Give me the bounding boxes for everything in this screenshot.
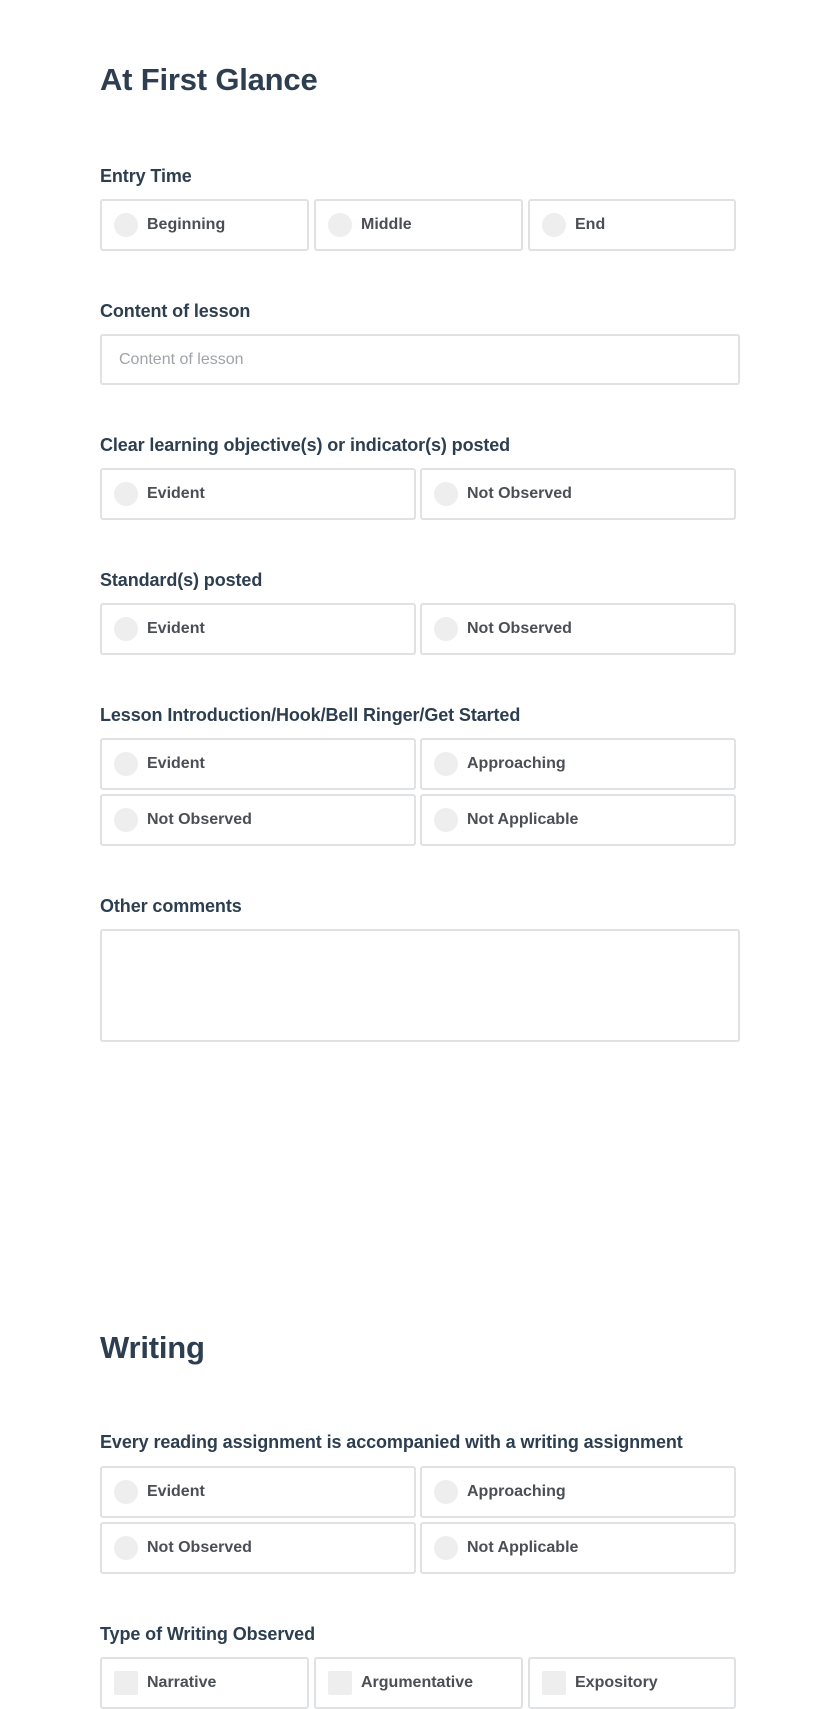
other-comments-textarea[interactable] [100, 929, 740, 1042]
content-of-lesson-label: Content of lesson [100, 301, 251, 321]
reading-assignment-option-approaching[interactable]: Approaching [420, 1466, 736, 1518]
lesson-intro-option-not-applicable[interactable]: Not Applicable [420, 794, 736, 846]
radio-icon[interactable] [328, 213, 352, 237]
radio-icon[interactable] [114, 482, 138, 506]
reading-assignment-option-not-observed[interactable]: Not Observed [100, 1522, 416, 1574]
reading-assignment-option-not-applicable[interactable]: Not Applicable [420, 1522, 736, 1574]
radio-icon[interactable] [434, 1480, 458, 1504]
entry-time-option-middle[interactable]: Middle [314, 199, 523, 251]
lesson-intro-option-approaching[interactable]: Approaching [420, 738, 736, 790]
radio-icon[interactable] [114, 1536, 138, 1560]
type-of-writing-label: Type of Writing Observed [100, 1624, 315, 1644]
radio-icon[interactable] [434, 808, 458, 832]
learning-objective-option-evident[interactable]: Evident [100, 468, 416, 520]
standards-posted-option-not-observed[interactable]: Not Observed [420, 603, 736, 655]
lesson-intro-option-not-observed[interactable]: Not Observed [100, 794, 416, 846]
type-of-writing-option-argumentative[interactable]: Argumentative [314, 1657, 523, 1709]
radio-icon[interactable] [114, 213, 138, 237]
entry-time-option-beginning[interactable]: Beginning [100, 199, 309, 251]
radio-icon[interactable] [434, 482, 458, 506]
entry-time-option-end[interactable]: End [528, 199, 736, 251]
reading-assignment-label: Every reading assignment is accompanied with a writing assignment [100, 1432, 683, 1452]
radio-icon[interactable] [114, 808, 138, 832]
radio-icon[interactable] [114, 617, 138, 641]
radio-icon[interactable] [434, 617, 458, 641]
lesson-intro-label: Lesson Introduction/Hook/Bell Ringer/Get Started [100, 705, 521, 725]
section-title-writing: Writing [100, 1330, 205, 1365]
standards-posted-label: Standard(s) posted [100, 570, 263, 590]
standards-posted-option-evident[interactable]: Evident [100, 603, 416, 655]
radio-icon[interactable] [114, 1480, 138, 1504]
other-comments-label: Other comments [100, 896, 242, 916]
learning-objective-option-not-observed[interactable]: Not Observed [420, 468, 736, 520]
type-of-writing-option-expository[interactable]: Expository [528, 1657, 736, 1709]
entry-time-label: Entry Time [100, 166, 192, 186]
checkbox-icon[interactable] [114, 1671, 138, 1695]
type-of-writing-option-narrative[interactable]: Narrative [100, 1657, 309, 1709]
checkbox-icon[interactable] [328, 1671, 352, 1695]
radio-icon[interactable] [542, 213, 566, 237]
section-title-at-first-glance: At First Glance [100, 62, 318, 97]
radio-icon[interactable] [114, 752, 138, 776]
checkbox-icon[interactable] [542, 1671, 566, 1695]
radio-icon[interactable] [434, 752, 458, 776]
radio-icon[interactable] [434, 1536, 458, 1560]
reading-assignment-option-evident[interactable]: Evident [100, 1466, 416, 1518]
content-of-lesson-input[interactable] [100, 334, 740, 385]
learning-objective-label: Clear learning objective(s) or indicator(s) posted [100, 435, 511, 455]
lesson-intro-option-evident[interactable]: Evident [100, 738, 416, 790]
